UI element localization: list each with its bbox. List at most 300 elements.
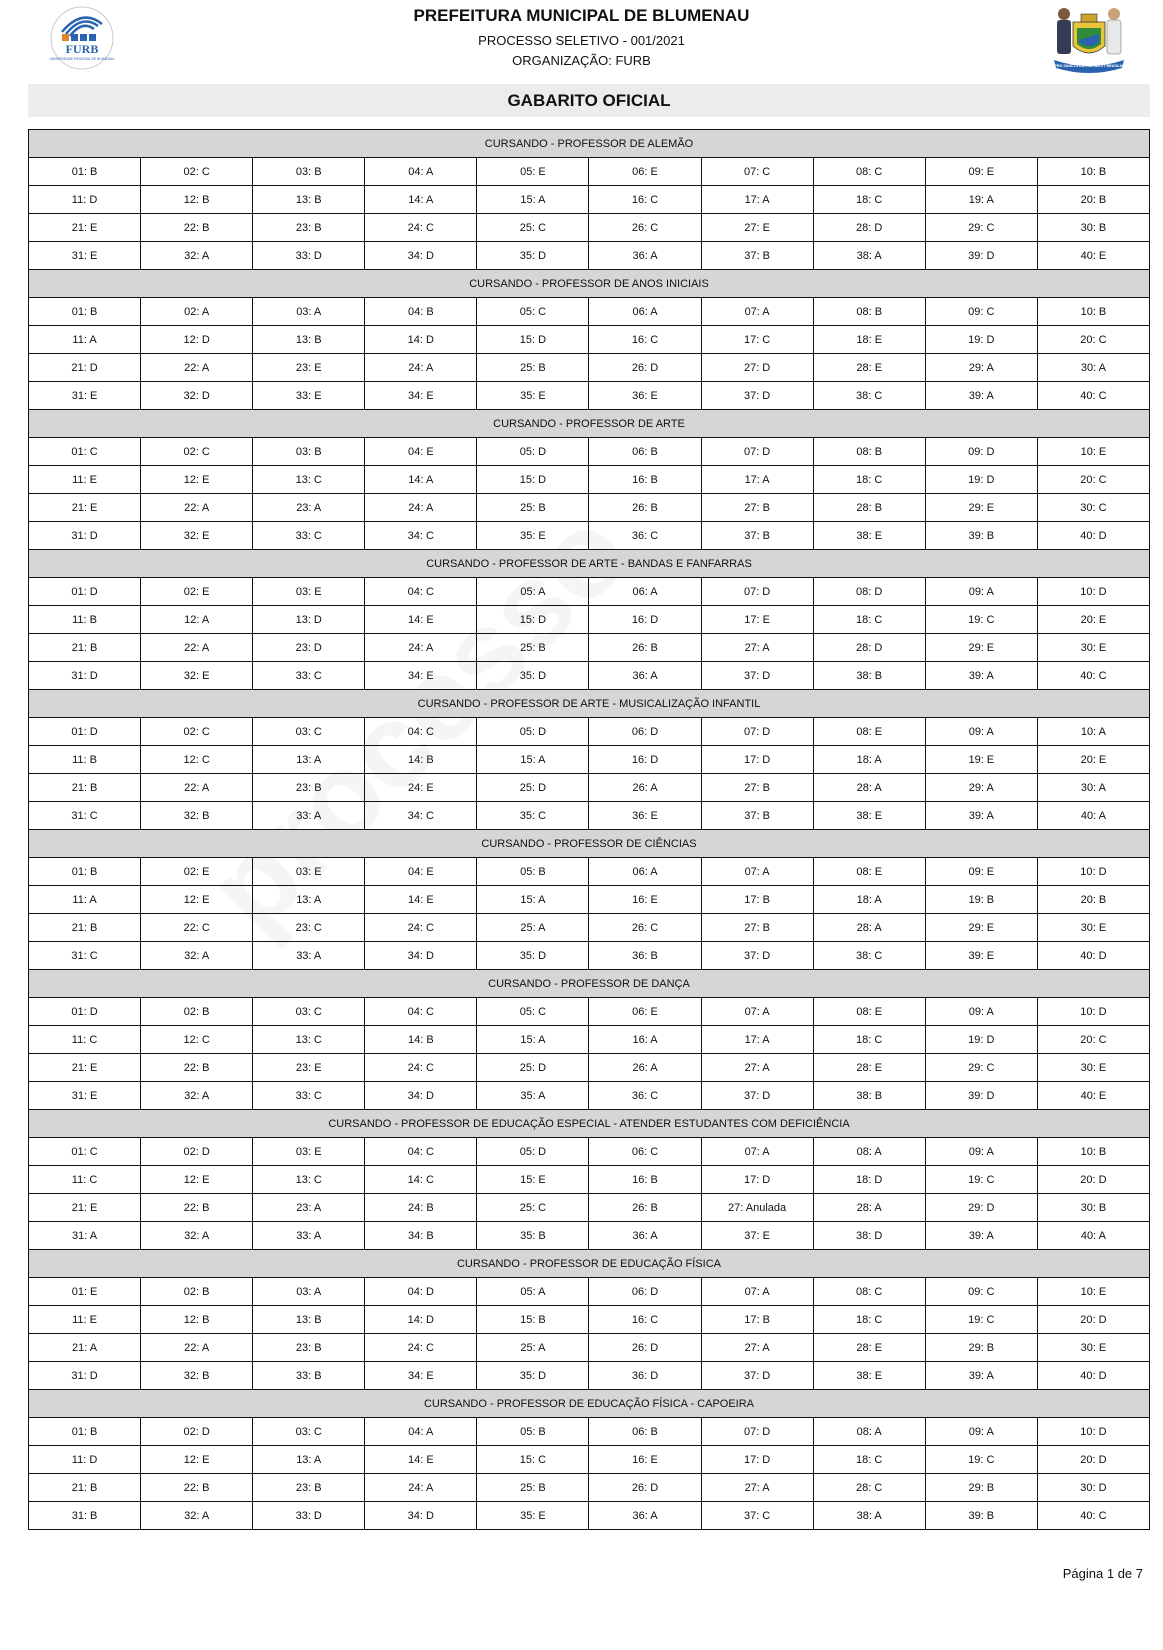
answer-cell: 14: E: [365, 606, 477, 634]
answer-cell: 19: D: [925, 326, 1037, 354]
answer-cell: 16: B: [589, 1166, 701, 1194]
answer-cell: 31: E: [29, 242, 141, 270]
answer-cell: 06: D: [589, 718, 701, 746]
answer-cell: 37: B: [701, 522, 813, 550]
answer-cell: 27: E: [701, 214, 813, 242]
answer-cell: 39: A: [925, 662, 1037, 690]
answer-cell: 32: A: [141, 242, 253, 270]
answer-cell: 12: E: [141, 1166, 253, 1194]
answer-cell: 34: D: [365, 942, 477, 970]
answer-cell: 29: A: [925, 354, 1037, 382]
answer-row: [29, 858, 1150, 886]
answer-cell: 24: A: [365, 354, 477, 382]
answer-cell: 05: D: [477, 1138, 589, 1166]
answer-cell: 27: A: [701, 1334, 813, 1362]
answer-cell: 24: C: [365, 214, 477, 242]
answer-row: [29, 914, 1150, 942]
answer-cell: 18: C: [813, 606, 925, 634]
answer-row: [29, 1474, 1150, 1502]
answer-cell: 18: E: [813, 326, 925, 354]
answer-row: [29, 1222, 1150, 1250]
section-header-row: [29, 970, 1150, 998]
answer-cell: 27: A: [701, 634, 813, 662]
answer-row: [29, 1362, 1150, 1390]
answer-cell: 25: B: [477, 354, 589, 382]
answer-cell: 19: C: [925, 1306, 1037, 1334]
answer-cell: 13: A: [253, 886, 365, 914]
answer-cell: 32: E: [141, 662, 253, 690]
answer-cell: 29: D: [925, 1194, 1037, 1222]
answer-cell: 22: B: [141, 1194, 253, 1222]
answer-cell: 21: B: [29, 914, 141, 942]
answer-row: [29, 354, 1150, 382]
answer-cell: 29: C: [925, 214, 1037, 242]
answer-row: [29, 1138, 1150, 1166]
answer-cell: 15: D: [477, 326, 589, 354]
answer-cell: 18: C: [813, 466, 925, 494]
answer-cell: 13: A: [253, 746, 365, 774]
answer-cell: 26: B: [589, 1194, 701, 1222]
answer-cell: 35: D: [477, 242, 589, 270]
answer-cell: 03: A: [253, 1278, 365, 1306]
answer-cell: 12: B: [141, 1306, 253, 1334]
answer-cell: 16: C: [589, 326, 701, 354]
answer-cell: 19: C: [925, 1446, 1037, 1474]
answer-cell: 11: B: [29, 606, 141, 634]
answer-cell: 29: E: [925, 494, 1037, 522]
answer-cell: 13: B: [253, 186, 365, 214]
answer-cell: 38: C: [813, 942, 925, 970]
answer-row: [29, 382, 1150, 410]
answer-cell: 27: B: [701, 774, 813, 802]
answer-row: [29, 1446, 1150, 1474]
answer-cell: 17: E: [701, 606, 813, 634]
answer-row: [29, 886, 1150, 914]
answer-cell: 15: B: [477, 1306, 589, 1334]
answer-cell: 37: B: [701, 802, 813, 830]
section-header-row: [29, 1110, 1150, 1138]
answer-cell: 16: C: [589, 1306, 701, 1334]
answer-cell: 16: E: [589, 886, 701, 914]
answer-cell: 23: C: [253, 914, 365, 942]
answer-cell: 38: D: [813, 1222, 925, 1250]
answer-cell: 39: D: [925, 242, 1037, 270]
section-title: CURSANDO - PROFESSOR DE EDUCAÇÃO ESPECIAL - ATENDER ESTUDANTES COM DEFICIÊNCIA: [29, 1110, 1150, 1138]
answer-row: [29, 1082, 1150, 1110]
answer-cell: 28: E: [813, 354, 925, 382]
answer-row: [29, 1278, 1150, 1306]
answer-cell: 26: D: [589, 354, 701, 382]
answer-cell: 25: B: [477, 634, 589, 662]
answer-cell: 19: E: [925, 746, 1037, 774]
answer-cell: 05: B: [477, 1418, 589, 1446]
answer-cell: 07: D: [701, 1418, 813, 1446]
answer-cell: 14: A: [365, 186, 477, 214]
answer-cell: 02: D: [141, 1418, 253, 1446]
answer-cell: 16: B: [589, 466, 701, 494]
answer-cell: 16: D: [589, 606, 701, 634]
answer-cell: 09: A: [925, 1418, 1037, 1446]
answer-cell: 20: D: [1037, 1166, 1149, 1194]
answer-cell: 19: D: [925, 466, 1037, 494]
answer-cell: 12: A: [141, 606, 253, 634]
answer-cell: 25: A: [477, 1334, 589, 1362]
answer-cell: 13: B: [253, 1306, 365, 1334]
answer-cell: 30: E: [1037, 1334, 1149, 1362]
answer-cell: 06: A: [589, 298, 701, 326]
answer-cell: 03: E: [253, 1138, 365, 1166]
answer-cell: 36: E: [589, 802, 701, 830]
answer-cell: 30: A: [1037, 774, 1149, 802]
answer-cell: 28: E: [813, 1054, 925, 1082]
answer-cell: 31: E: [29, 382, 141, 410]
answer-cell: 22: B: [141, 214, 253, 242]
answer-cell: 11: C: [29, 1026, 141, 1054]
answer-cell: 03: E: [253, 578, 365, 606]
answer-cell: 23: E: [253, 1054, 365, 1082]
answer-cell: 02: C: [141, 718, 253, 746]
answer-cell: 36: C: [589, 522, 701, 550]
answer-cell: 26: D: [589, 1474, 701, 1502]
answer-cell: 34: C: [365, 802, 477, 830]
answer-cell: 25: B: [477, 494, 589, 522]
section-header-row: [29, 410, 1150, 438]
answer-cell: 26: A: [589, 1054, 701, 1082]
answer-cell: 30: C: [1037, 494, 1149, 522]
answer-cell: 33: D: [253, 1502, 365, 1530]
answer-cell: 15: C: [477, 1446, 589, 1474]
answer-cell: 25: D: [477, 774, 589, 802]
answer-cell: 03: B: [253, 158, 365, 186]
answer-cell: 09: A: [925, 998, 1037, 1026]
answer-cell: 08: A: [813, 1418, 925, 1446]
answer-cell: 12: C: [141, 746, 253, 774]
answer-cell: 06: B: [589, 438, 701, 466]
answer-cell: 40: A: [1037, 1222, 1149, 1250]
answer-cell: 03: C: [253, 998, 365, 1026]
answer-cell: 19: C: [925, 606, 1037, 634]
page-header: [0, 0, 1163, 84]
answer-cell: 18: A: [813, 886, 925, 914]
answer-cell: 02: C: [141, 158, 253, 186]
answer-cell: 32: B: [141, 1362, 253, 1390]
answer-cell: 12: E: [141, 1446, 253, 1474]
answer-cell: 28: C: [813, 1474, 925, 1502]
answer-cell: 18: D: [813, 1166, 925, 1194]
answer-cell: 35: D: [477, 662, 589, 690]
section-title: CURSANDO - PROFESSOR DE EDUCAÇÃO FÍSICA: [29, 1250, 1150, 1278]
answer-cell: 29: B: [925, 1474, 1037, 1502]
answer-cell: 04: B: [365, 298, 477, 326]
answer-cell: 02: D: [141, 1138, 253, 1166]
answer-cell: 10: A: [1037, 718, 1149, 746]
answer-row: [29, 1026, 1150, 1054]
answer-cell: 12: D: [141, 326, 253, 354]
answer-cell: 28: D: [813, 634, 925, 662]
answer-cell: 37: D: [701, 942, 813, 970]
answer-cell: 09: E: [925, 158, 1037, 186]
answer-cell: 35: E: [477, 522, 589, 550]
answer-cell: 34: D: [365, 242, 477, 270]
answer-cell: 37: D: [701, 382, 813, 410]
answer-cell: 06: A: [589, 578, 701, 606]
answer-row: [29, 242, 1150, 270]
answer-cell: 09: A: [925, 1138, 1037, 1166]
answer-cell: 11: B: [29, 746, 141, 774]
answer-cell: 32: E: [141, 522, 253, 550]
answer-cell: 22: C: [141, 914, 253, 942]
answer-cell: 40: D: [1037, 522, 1149, 550]
answer-cell: 12: C: [141, 1026, 253, 1054]
answer-row: [29, 1194, 1150, 1222]
answer-cell: 28: A: [813, 774, 925, 802]
section-header-row: [29, 270, 1150, 298]
answer-row: [29, 494, 1150, 522]
answer-cell: 27: B: [701, 914, 813, 942]
answer-cell: 11: E: [29, 1306, 141, 1334]
answer-cell: 09: C: [925, 1278, 1037, 1306]
answer-cell: 03: A: [253, 298, 365, 326]
answer-cell: 27: A: [701, 1474, 813, 1502]
section-title: CURSANDO - PROFESSOR DE ARTE: [29, 410, 1150, 438]
answer-cell: 35: E: [477, 1502, 589, 1530]
answer-cell: 01: B: [29, 1418, 141, 1446]
answer-cell: 04: C: [365, 578, 477, 606]
answer-cell: 10: E: [1037, 438, 1149, 466]
answer-cell: 17: C: [701, 326, 813, 354]
answer-cell: 22: A: [141, 494, 253, 522]
answer-cell: 01: D: [29, 718, 141, 746]
answer-cell: 34: E: [365, 382, 477, 410]
answer-row: [29, 998, 1150, 1026]
answer-cell: 02: B: [141, 998, 253, 1026]
answer-cell: 21: E: [29, 1054, 141, 1082]
answer-cell: 23: B: [253, 214, 365, 242]
answer-cell: 26: A: [589, 774, 701, 802]
answer-cell: 32: A: [141, 1222, 253, 1250]
answer-cell: 40: C: [1037, 1502, 1149, 1530]
answer-cell: 18: C: [813, 1446, 925, 1474]
answer-cell: 24: E: [365, 774, 477, 802]
answer-cell: 17: A: [701, 466, 813, 494]
answer-cell: 13: D: [253, 606, 365, 634]
answer-cell: 36: A: [589, 1502, 701, 1530]
answer-cell: 35: B: [477, 1222, 589, 1250]
answer-cell: 38: B: [813, 1082, 925, 1110]
answer-cell: 32: D: [141, 382, 253, 410]
answer-cell: 30: B: [1037, 1194, 1149, 1222]
answer-cell: 17: B: [701, 886, 813, 914]
answer-cell: 18: C: [813, 186, 925, 214]
answer-cell: 02: E: [141, 578, 253, 606]
answer-cell: 39: E: [925, 942, 1037, 970]
answer-cell: 28: B: [813, 494, 925, 522]
answer-cell: 40: D: [1037, 942, 1149, 970]
answer-cell: 10: D: [1037, 998, 1149, 1026]
answer-cell: 31: C: [29, 942, 141, 970]
furb-logo-caption: UNIVERSIDADE REGIONAL DE BLUMENAU: [49, 57, 115, 61]
answer-cell: 15: E: [477, 1166, 589, 1194]
answer-cell: 07: A: [701, 998, 813, 1026]
answer-row: [29, 1334, 1150, 1362]
answer-cell: 15: A: [477, 746, 589, 774]
answer-row: [29, 774, 1150, 802]
answer-cell: 26: B: [589, 494, 701, 522]
answer-cell: 34: B: [365, 1222, 477, 1250]
answer-cell: 10: B: [1037, 1138, 1149, 1166]
answer-cell: 27: A: [701, 1054, 813, 1082]
answer-cell: 14: A: [365, 466, 477, 494]
answer-cell: 20: B: [1037, 186, 1149, 214]
answer-cell: 28: E: [813, 1334, 925, 1362]
answer-cell: 01: C: [29, 438, 141, 466]
section-title: CURSANDO - PROFESSOR DE EDUCAÇÃO FÍSICA - CAPOEIRA: [29, 1390, 1150, 1418]
answer-cell: 34: D: [365, 1502, 477, 1530]
answer-row: [29, 186, 1150, 214]
answer-row: [29, 802, 1150, 830]
answer-cell: 14: E: [365, 886, 477, 914]
organization-label: ORGANIZAÇÃO: FURB: [512, 53, 651, 68]
answer-cell: 25: A: [477, 914, 589, 942]
answer-cell: 24: C: [365, 1334, 477, 1362]
blumenau-coat-of-arms: [1048, 2, 1130, 74]
answer-cell: 33: A: [253, 802, 365, 830]
answer-cell: 31: C: [29, 802, 141, 830]
answer-cell: 40: C: [1037, 662, 1149, 690]
answer-cell: 10: D: [1037, 1418, 1149, 1446]
answer-cell: 29: E: [925, 634, 1037, 662]
answer-row: [29, 466, 1150, 494]
answer-cell: 11: D: [29, 1446, 141, 1474]
answer-cell: 40: D: [1037, 1362, 1149, 1390]
answer-cell: 01: C: [29, 1138, 141, 1166]
answer-cell: 36: B: [589, 942, 701, 970]
answer-row: [29, 1306, 1150, 1334]
answer-cell: 38: B: [813, 662, 925, 690]
answer-cell: 05: A: [477, 1278, 589, 1306]
answer-cell: 03: B: [253, 438, 365, 466]
answer-cell: 13: C: [253, 466, 365, 494]
answer-cell: 26: B: [589, 634, 701, 662]
answer-cell: 05: C: [477, 298, 589, 326]
answer-cell: 10: D: [1037, 858, 1149, 886]
section-header-row: [29, 550, 1150, 578]
answer-cell: 07: D: [701, 718, 813, 746]
answer-cell: 18: C: [813, 1026, 925, 1054]
answer-cell: 40: E: [1037, 242, 1149, 270]
answer-cell: 04: E: [365, 858, 477, 886]
answer-cell: 13: B: [253, 326, 365, 354]
answer-cell: 27: B: [701, 494, 813, 522]
answer-cell: 29: A: [925, 774, 1037, 802]
section-header-row: [29, 1250, 1150, 1278]
answer-cell: 13: A: [253, 1446, 365, 1474]
answer-cell: 02: C: [141, 438, 253, 466]
answer-cell: 14: E: [365, 1446, 477, 1474]
answer-cell: 40: E: [1037, 1082, 1149, 1110]
answer-cell: 02: B: [141, 1278, 253, 1306]
answer-cell: 24: C: [365, 914, 477, 942]
page-title: PREFEITURA MUNICIPAL DE BLUMENAU: [413, 6, 750, 25]
answer-cell: 04: D: [365, 1278, 477, 1306]
answer-cell: 11: D: [29, 186, 141, 214]
answer-cell: 12: E: [141, 886, 253, 914]
answer-cell: 33: A: [253, 942, 365, 970]
answer-cell: 22: A: [141, 634, 253, 662]
answer-row: [29, 662, 1150, 690]
answer-cell: 21: E: [29, 214, 141, 242]
section-header-row: [29, 830, 1150, 858]
answer-cell: 39: A: [925, 382, 1037, 410]
answer-cell: 29: B: [925, 1334, 1037, 1362]
answer-row: [29, 718, 1150, 746]
answer-cell: 38: E: [813, 1362, 925, 1390]
answer-cell: 04: C: [365, 1138, 477, 1166]
answer-cell: 23: E: [253, 354, 365, 382]
section-title: CURSANDO - PROFESSOR DE ANOS INICIAIS: [29, 270, 1150, 298]
answer-cell: 16: C: [589, 186, 701, 214]
answer-cell: 09: C: [925, 298, 1037, 326]
answer-cell: 37: E: [701, 1222, 813, 1250]
answer-cell: 36: A: [589, 1222, 701, 1250]
answer-cell: 19: D: [925, 1026, 1037, 1054]
answer-cell: 07: D: [701, 578, 813, 606]
answer-cell: 13: C: [253, 1026, 365, 1054]
answer-cell: 21: A: [29, 1334, 141, 1362]
answer-cell: 09: A: [925, 578, 1037, 606]
answer-cell: 31: D: [29, 1362, 141, 1390]
answer-cell: 05: D: [477, 718, 589, 746]
answer-cell: 17: A: [701, 1026, 813, 1054]
answer-cell: 34: E: [365, 1362, 477, 1390]
answer-cell: 38: E: [813, 522, 925, 550]
answer-row: [29, 1166, 1150, 1194]
answer-cell: 23: B: [253, 774, 365, 802]
answer-cell: 06: C: [589, 1138, 701, 1166]
answer-cell: 25: B: [477, 1474, 589, 1502]
answer-cell: 17: D: [701, 1166, 813, 1194]
answer-key-table: [28, 129, 1150, 1530]
answer-cell: 07: D: [701, 438, 813, 466]
answer-cell: 24: B: [365, 1194, 477, 1222]
answer-cell: 19: C: [925, 1166, 1037, 1194]
answer-cell: 09: A: [925, 718, 1037, 746]
answer-cell: 14: B: [365, 746, 477, 774]
answer-cell: 05: E: [477, 158, 589, 186]
answer-cell: 35: D: [477, 942, 589, 970]
answer-cell: 33: C: [253, 662, 365, 690]
answer-cell: 08: C: [813, 1278, 925, 1306]
answer-cell: 08: D: [813, 578, 925, 606]
answer-cell: 19: A: [925, 186, 1037, 214]
answer-cell: 28: D: [813, 214, 925, 242]
section-header-row: [29, 1390, 1150, 1418]
answer-cell: 07: A: [701, 298, 813, 326]
answer-cell: 20: D: [1037, 1446, 1149, 1474]
answer-cell: 24: C: [365, 1054, 477, 1082]
answer-row: [29, 214, 1150, 242]
answer-cell: 08: E: [813, 998, 925, 1026]
answer-cell: 33: D: [253, 242, 365, 270]
answer-cell: 14: D: [365, 326, 477, 354]
answer-cell: 08: B: [813, 298, 925, 326]
answer-cell: 01: D: [29, 998, 141, 1026]
answer-cell: 31: D: [29, 522, 141, 550]
answer-cell: 01: B: [29, 858, 141, 886]
answer-cell: 39: A: [925, 802, 1037, 830]
answer-cell: 19: B: [925, 886, 1037, 914]
answer-cell: 20: B: [1037, 886, 1149, 914]
